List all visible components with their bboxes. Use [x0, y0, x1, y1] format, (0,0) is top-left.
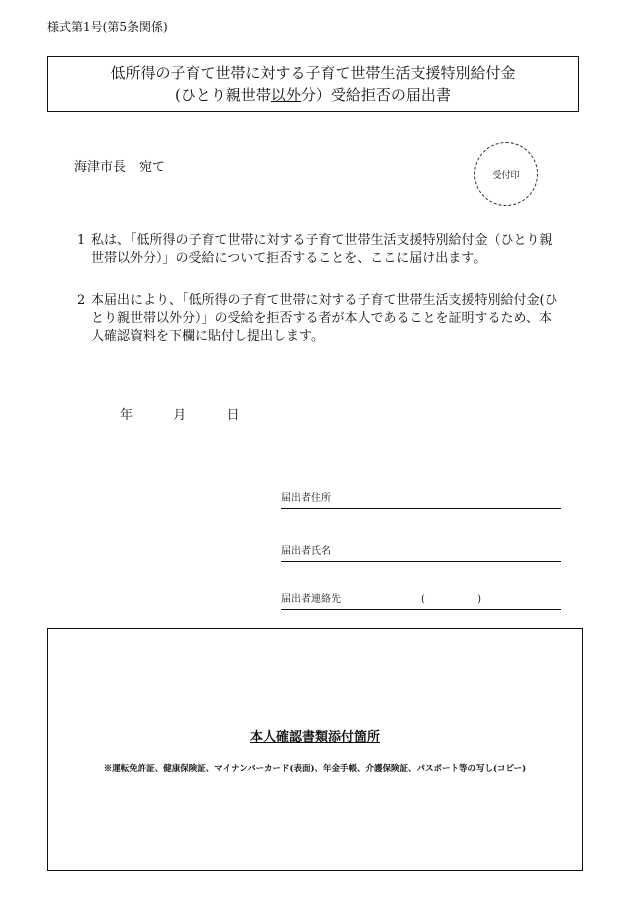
stamp-label: 受付印 — [492, 170, 520, 181]
contact-field[interactable] — [281, 593, 561, 610]
statement-item-2 — [77, 292, 567, 348]
addressee: 海津市長 宛て — [74, 160, 166, 175]
title-line-2 — [48, 84, 578, 106]
item-number: 2 — [77, 293, 86, 308]
date-month[interactable]: 月 — [173, 408, 187, 423]
id-document-attachment-area[interactable] — [47, 628, 583, 871]
name-field[interactable] — [281, 545, 561, 562]
item-number: 1 — [77, 233, 86, 248]
form-number: 様式第1号(第5条関係) — [47, 20, 168, 34]
title-underlined-text: 以外 — [270, 86, 301, 104]
item-text: 本届出により、「低所得の子育て世帯に対する子育て世帯生活支援特別給付金(ひとり親世帯以外分）」の受給を拒否する者が本人であることを証明するため、本人確認資料を下欄に貼付し提出します。 — [91, 293, 558, 344]
attachment-note: ※運転免許証、健康保険証、マイナンバーカード(表面)、年金手帳、介護保険証、パスポート等の写し(コピー) — [103, 764, 527, 774]
address-field[interactable] — [281, 492, 561, 509]
paren-close: ) — [477, 594, 481, 605]
title-line-1: 低所得の子育て世帯に対する子育て世帯生活支援特別給付金 — [110, 64, 516, 82]
date-day[interactable]: 日 — [226, 408, 240, 423]
statement-item-1 — [77, 232, 567, 288]
document-title — [47, 56, 579, 112]
item-text: 私は、「低所得の子育て世帯に対する子育て世帯生活支援特別給付金（ひとり親世帯以外分）」の受給について拒否することを、ここに届け出ます。 — [91, 233, 553, 266]
paren-open: ( — [421, 594, 425, 605]
title-line-2-post: 分）受給拒否の届出書 — [300, 86, 451, 104]
attachment-title: 本人確認書類添付箇所 — [249, 730, 380, 745]
name-label: 届出者氏名 — [281, 546, 331, 557]
date-line — [120, 404, 240, 423]
address-label: 届出者住所 — [281, 493, 331, 504]
reception-stamp-area — [474, 142, 538, 206]
title-line-2-pre: (ひとり親世帯 — [175, 86, 271, 104]
date-year[interactable]: 年 — [120, 408, 134, 423]
contact-label: 届出者連絡先 — [281, 594, 341, 605]
